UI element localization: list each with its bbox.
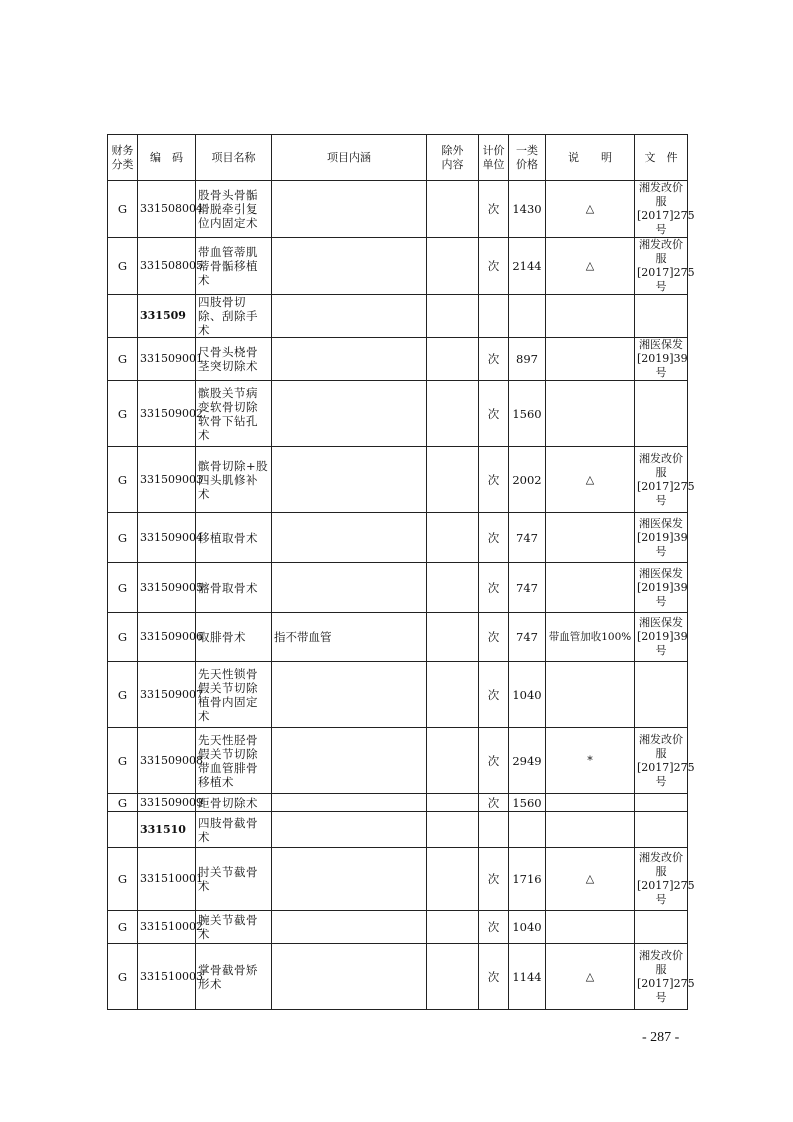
cell-content [272, 238, 427, 295]
cell-content [272, 513, 427, 563]
table-row [108, 911, 688, 944]
cell-category: G [108, 662, 138, 728]
cell-unit: 次 [479, 563, 509, 613]
cell-file: 湘发改价服[2017]275号 [635, 181, 688, 238]
cell-note: * [546, 728, 635, 794]
cell-code: 331509001 [138, 338, 196, 381]
cell-content [272, 728, 427, 794]
cell-unit: 次 [479, 447, 509, 513]
header-code: 编 码 [138, 135, 196, 181]
table-row [108, 613, 688, 662]
cell-name: 腕关节截骨术 [196, 911, 272, 944]
cell-code: 331509004 [138, 513, 196, 563]
cell-content [272, 944, 427, 1010]
cell-excluded [427, 794, 479, 812]
cell-code: 331508005 [138, 238, 196, 295]
cell-name: 先天性胫骨假关节切除带血管腓骨移植术 [196, 728, 272, 794]
fee-table [107, 134, 695, 1010]
cell-price: 1040 [509, 911, 546, 944]
cell-file: 湘医保发[2019]39号 [635, 513, 688, 563]
cell-name: 四肢骨截骨术 [196, 812, 272, 848]
cell-code: 331509 [138, 295, 196, 338]
cell-note: △ [546, 944, 635, 1010]
cell-code: 331509009 [138, 794, 196, 812]
cell-price: 1716 [509, 848, 546, 911]
cell-price: 2949 [509, 728, 546, 794]
cell-excluded [427, 295, 479, 338]
cell-excluded [427, 181, 479, 238]
cell-unit: 次 [479, 728, 509, 794]
cell-unit [479, 295, 509, 338]
cell-category: G [108, 238, 138, 295]
cell-note [546, 812, 635, 848]
cell-excluded [427, 812, 479, 848]
cell-price: 1040 [509, 662, 546, 728]
cell-excluded [427, 944, 479, 1010]
cell-content [272, 181, 427, 238]
cell-note: △ [546, 181, 635, 238]
cell-category [108, 295, 138, 338]
table-row [108, 181, 688, 238]
header-content: 项目内涵 [272, 135, 427, 181]
cell-price: 1144 [509, 944, 546, 1010]
header-row [108, 135, 688, 181]
cell-unit [479, 812, 509, 848]
cell-category: G [108, 944, 138, 1010]
cell-unit: 次 [479, 848, 509, 911]
cell-name: 四肢骨切除、刮除手术 [196, 295, 272, 338]
table-row [108, 944, 688, 1010]
table-row [108, 238, 688, 295]
cell-code: 331510001 [138, 848, 196, 911]
cell-name: 掌骨截骨矫形术 [196, 944, 272, 1010]
cell-category [108, 812, 138, 848]
header-excluded: 除外 内容 [427, 135, 479, 181]
cell-file: 湘发改价服[2017]275号 [635, 848, 688, 911]
cell-excluded [427, 338, 479, 381]
cell-excluded [427, 381, 479, 447]
cell-content [272, 812, 427, 848]
cell-category: G [108, 728, 138, 794]
cell-price: 897 [509, 338, 546, 381]
header-unit: 计价 单位 [479, 135, 509, 181]
cell-unit: 次 [479, 944, 509, 1010]
cell-name: 髌骨切除+股四头肌修补术 [196, 447, 272, 513]
cell-file: 湘医保发[2019]39号 [635, 613, 688, 662]
cell-file [635, 812, 688, 848]
header-note: 说 明 [546, 135, 635, 181]
cell-unit: 次 [479, 613, 509, 662]
cell-code: 331509006 [138, 613, 196, 662]
cell-price: 2144 [509, 238, 546, 295]
cell-file: 湘医保发[2019]39号 [635, 338, 688, 381]
cell-note [546, 381, 635, 447]
cell-note: △ [546, 848, 635, 911]
cell-category: G [108, 613, 138, 662]
cell-file: 湘发改价服[2017]275号 [635, 944, 688, 1010]
cell-content [272, 794, 427, 812]
cell-name: 肘关节截骨术 [196, 848, 272, 911]
cell-category: G [108, 794, 138, 812]
cell-unit: 次 [479, 381, 509, 447]
cell-file: 湘医保发[2019]39号 [635, 563, 688, 613]
cell-code: 331509005 [138, 563, 196, 613]
cell-note [546, 911, 635, 944]
cell-category: G [108, 338, 138, 381]
cell-unit: 次 [479, 662, 509, 728]
cell-code: 331508004 [138, 181, 196, 238]
table-row [108, 728, 688, 794]
cell-price: 1560 [509, 381, 546, 447]
cell-excluded [427, 513, 479, 563]
table-row [108, 338, 688, 381]
cell-code: 331509007 [138, 662, 196, 728]
table-row-section [108, 295, 688, 338]
cell-category: G [108, 563, 138, 613]
cell-category: G [108, 848, 138, 911]
cell-note [546, 338, 635, 381]
table-row [108, 848, 688, 911]
table-row [108, 794, 688, 812]
cell-excluded [427, 238, 479, 295]
cell-name: 先天性锁骨假关节切除植骨内固定术 [196, 662, 272, 728]
cell-category: G [108, 181, 138, 238]
cell-unit: 次 [479, 911, 509, 944]
cell-excluded [427, 447, 479, 513]
cell-file [635, 295, 688, 338]
cell-price: 2002 [509, 447, 546, 513]
cell-note [546, 794, 635, 812]
cell-name: 距骨切除术 [196, 794, 272, 812]
cell-content: 指不带血管 [272, 613, 427, 662]
cell-price: 1430 [509, 181, 546, 238]
cell-content [272, 911, 427, 944]
cell-excluded [427, 662, 479, 728]
cell-file: 湘发改价服[2017]275号 [635, 447, 688, 513]
cell-excluded [427, 563, 479, 613]
cell-category: G [108, 381, 138, 447]
page-number: - 287 - [642, 1030, 680, 1045]
table-row [108, 447, 688, 513]
cell-excluded [427, 911, 479, 944]
cell-note [546, 295, 635, 338]
cell-name: 取腓骨术 [196, 613, 272, 662]
cell-content [272, 563, 427, 613]
cell-price: 747 [509, 613, 546, 662]
cell-name: 尺骨头桡骨茎突切除术 [196, 338, 272, 381]
header-category: 财务 分类 [108, 135, 138, 181]
cell-name: 股骨头骨骺滑脱牵引复位内固定术 [196, 181, 272, 238]
table-row-section [108, 812, 688, 848]
cell-price: 747 [509, 513, 546, 563]
cell-price: 747 [509, 563, 546, 613]
cell-code: 331509008 [138, 728, 196, 794]
cell-excluded [427, 613, 479, 662]
cell-file: 湘发改价服[2017]275号 [635, 238, 688, 295]
cell-note: △ [546, 238, 635, 295]
cell-file: 湘发改价服[2017]275号 [635, 728, 688, 794]
cell-code: 331510003 [138, 944, 196, 1010]
cell-unit: 次 [479, 338, 509, 381]
cell-name: 带血管蒂肌蒂骨骺移植术 [196, 238, 272, 295]
cell-name: 髂骨取骨术 [196, 563, 272, 613]
header-price: 一类 价格 [509, 135, 546, 181]
cell-note: 带血管加收100% [546, 613, 635, 662]
cell-note [546, 563, 635, 613]
table-row [108, 662, 688, 728]
cell-category: G [108, 513, 138, 563]
cell-content [272, 662, 427, 728]
cell-content [272, 381, 427, 447]
cell-price: 1560 [509, 794, 546, 812]
cell-code: 331510002 [138, 911, 196, 944]
cell-category: G [108, 447, 138, 513]
cell-note: △ [546, 447, 635, 513]
cell-file [635, 662, 688, 728]
table-row [108, 513, 688, 563]
cell-code: 331509003 [138, 447, 196, 513]
cell-unit: 次 [479, 181, 509, 238]
cell-file [635, 381, 688, 447]
cell-excluded [427, 728, 479, 794]
cell-content [272, 447, 427, 513]
cell-code: 331510 [138, 812, 196, 848]
cell-note [546, 662, 635, 728]
cell-name: 移植取骨术 [196, 513, 272, 563]
cell-name: 髌股关节病变软骨切除软骨下钻孔术 [196, 381, 272, 447]
cell-unit: 次 [479, 238, 509, 295]
cell-note [546, 513, 635, 563]
cell-unit: 次 [479, 794, 509, 812]
cell-price [509, 295, 546, 338]
cell-category: G [108, 911, 138, 944]
cell-file [635, 911, 688, 944]
cell-content [272, 338, 427, 381]
cell-unit: 次 [479, 513, 509, 563]
cell-content [272, 848, 427, 911]
table-row [108, 563, 688, 613]
cell-content [272, 295, 427, 338]
cell-price [509, 812, 546, 848]
cell-excluded [427, 848, 479, 911]
cell-code: 331509002 [138, 381, 196, 447]
cell-file [635, 794, 688, 812]
header-file: 文 件 [635, 135, 688, 181]
header-name: 项目名称 [196, 135, 272, 181]
table-row [108, 381, 688, 447]
